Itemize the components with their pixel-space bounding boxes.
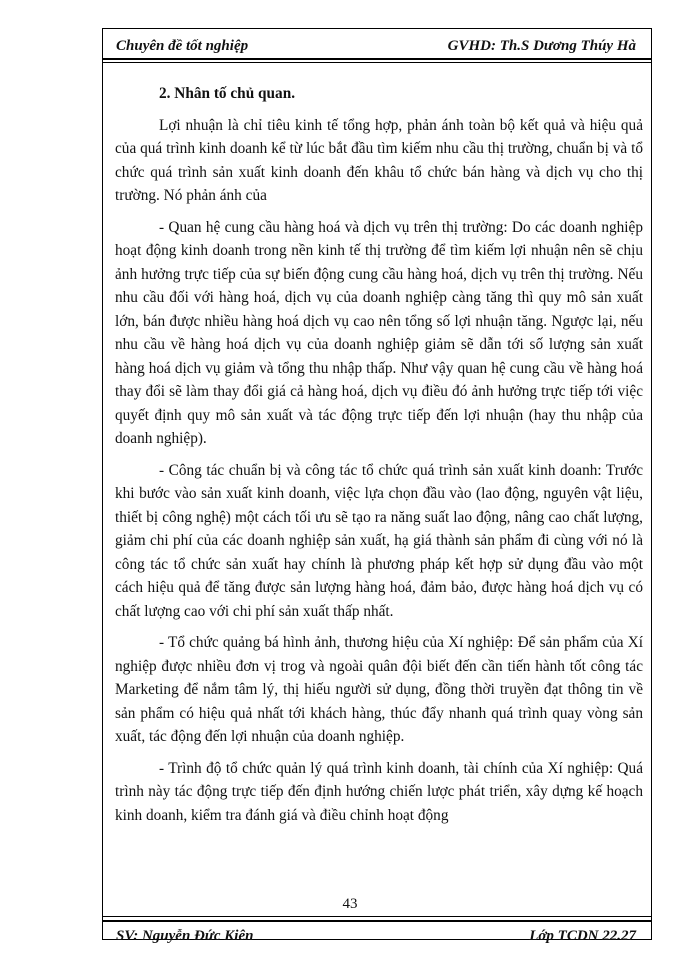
paragraph-management-level: - Trình độ tổ chức quản lý quá trình kinh doanh, tài chính của Xí nghiệp: Quá trình này tác động trực tiếp đến định hướng chiến lược phát triển, xây dựng kế hoạch kinh doanh, kiểm tra đánh giá và điều chỉnh hoạt động [115,759,643,824]
footer-student: SV: Nguyễn Đức Kiên [116,928,254,944]
paragraph-supply-demand: - Quan hệ cung cầu hàng hoá và dịch vụ trên thị trường: Do các doanh nghiệp hoạt động kinh doanh trong nền kinh tế thị trường để tìm kiếm lợi nhuận nên sẽ chịu ảnh hưởng trực tiếp của sự biến động cung cầu hàng hoá, dịch vụ trên thị trường. Nếu nhu cầu đối với hàng hoá, dịch vụ của doanh nghiệp càng tăng thì quy mô sản xuất lớn, bán được nhiều hàng hoá dịch vụ cao nên tổng số lợi nhuận tăng. Ngược lại, nếu nhu cầu về hàng hoá dịch vụ của doanh nghiệp giảm sẽ dẫn tới số lượng sản xuất hàng hoá dịch vụ giảm và tổng thu nhập thấp. Như vậy quan hệ cung cầu về hàng hoá thay đổi sẽ làm thay đổi giá cả hàng hoá, dịch vụ điều đó ảnh hưởng trực tiếp tới việc quyết định quy mô sản xuất và tác động trực tiếp đến lợi nhuận (hay thu nhập của doanh nghiệp). [115,218,643,447]
header-advisor: GVHD: Th.S Dương Thúy Hà [447,38,636,54]
footer-class: Lớp TCDN 22.27 [529,928,636,944]
header-rule-thin [102,62,652,63]
header-title: Chuyên đề tốt nghiệp [116,38,249,54]
page-number: 43 [342,896,358,912]
document-body [115,82,643,835]
section-heading: 2. Nhân tố chủ quan. [159,85,296,102]
paragraph-brand-promotion: - Tổ chức quảng bá hình ảnh, thương hiệu của Xí nghiệp: Để sản phẩm của Xí nghiệp được nhiều đơn vị trog và ngoài quân đội biết đến cần tiến hành tốt công tác Marketing để nắm tâm lý, thị hiếu người sử dụng, đồng thời truyền đạt thông tin về sản phẩm có hiệu quả nhất tới khách hàng, thúc đẩy nhanh quá trình quay vòng sản xuất, tác động đến lợi nhuận của doanh nghiệp. [115,634,643,745]
paragraph-production-organization: - Công tác chuẩn bị và công tác tổ chức quá trình sản xuất kinh doanh: Trước khi bước vào sản xuất kinh doanh, việc lựa chọn đầu vào (lao động, nguyên vật liệu, thiết bị công nghệ) một cách tối ưu sẽ tạo ra năng suất lao động, nâng cao chất lượng, giảm chi phí của các doanh nghiệp sản xuất, hạ giá thành sản phẩm đi cùng với nó là công tác tổ chức sản xuất hay chính là phương pháp kết hợp sử dụng đầu vào một cách hiệu quả để tăng được sản lượng hàng hoá, đảm bảo, được hàng hoá dịch vụ có chất lượng cao với chi phí sản xuất thấp nhất. [115,461,643,620]
paragraph-intro: Lợi nhuận là chỉ tiêu kinh tế tổng hợp, phản ánh toàn bộ kết quả và hiệu quả của quá trình kinh doanh kể từ lúc bắt đầu tìm kiếm nhu cầu thị trường, chuẩn bị và tổ chức quá trình sản xuất kinh doanh đến khâu tổ chức bán hàng và dịch vụ cho thị trường. Nó phản ánh của [115,116,643,204]
header-rule [102,58,652,60]
footer-rule-thin [102,916,652,917]
footer-rule [102,920,652,922]
